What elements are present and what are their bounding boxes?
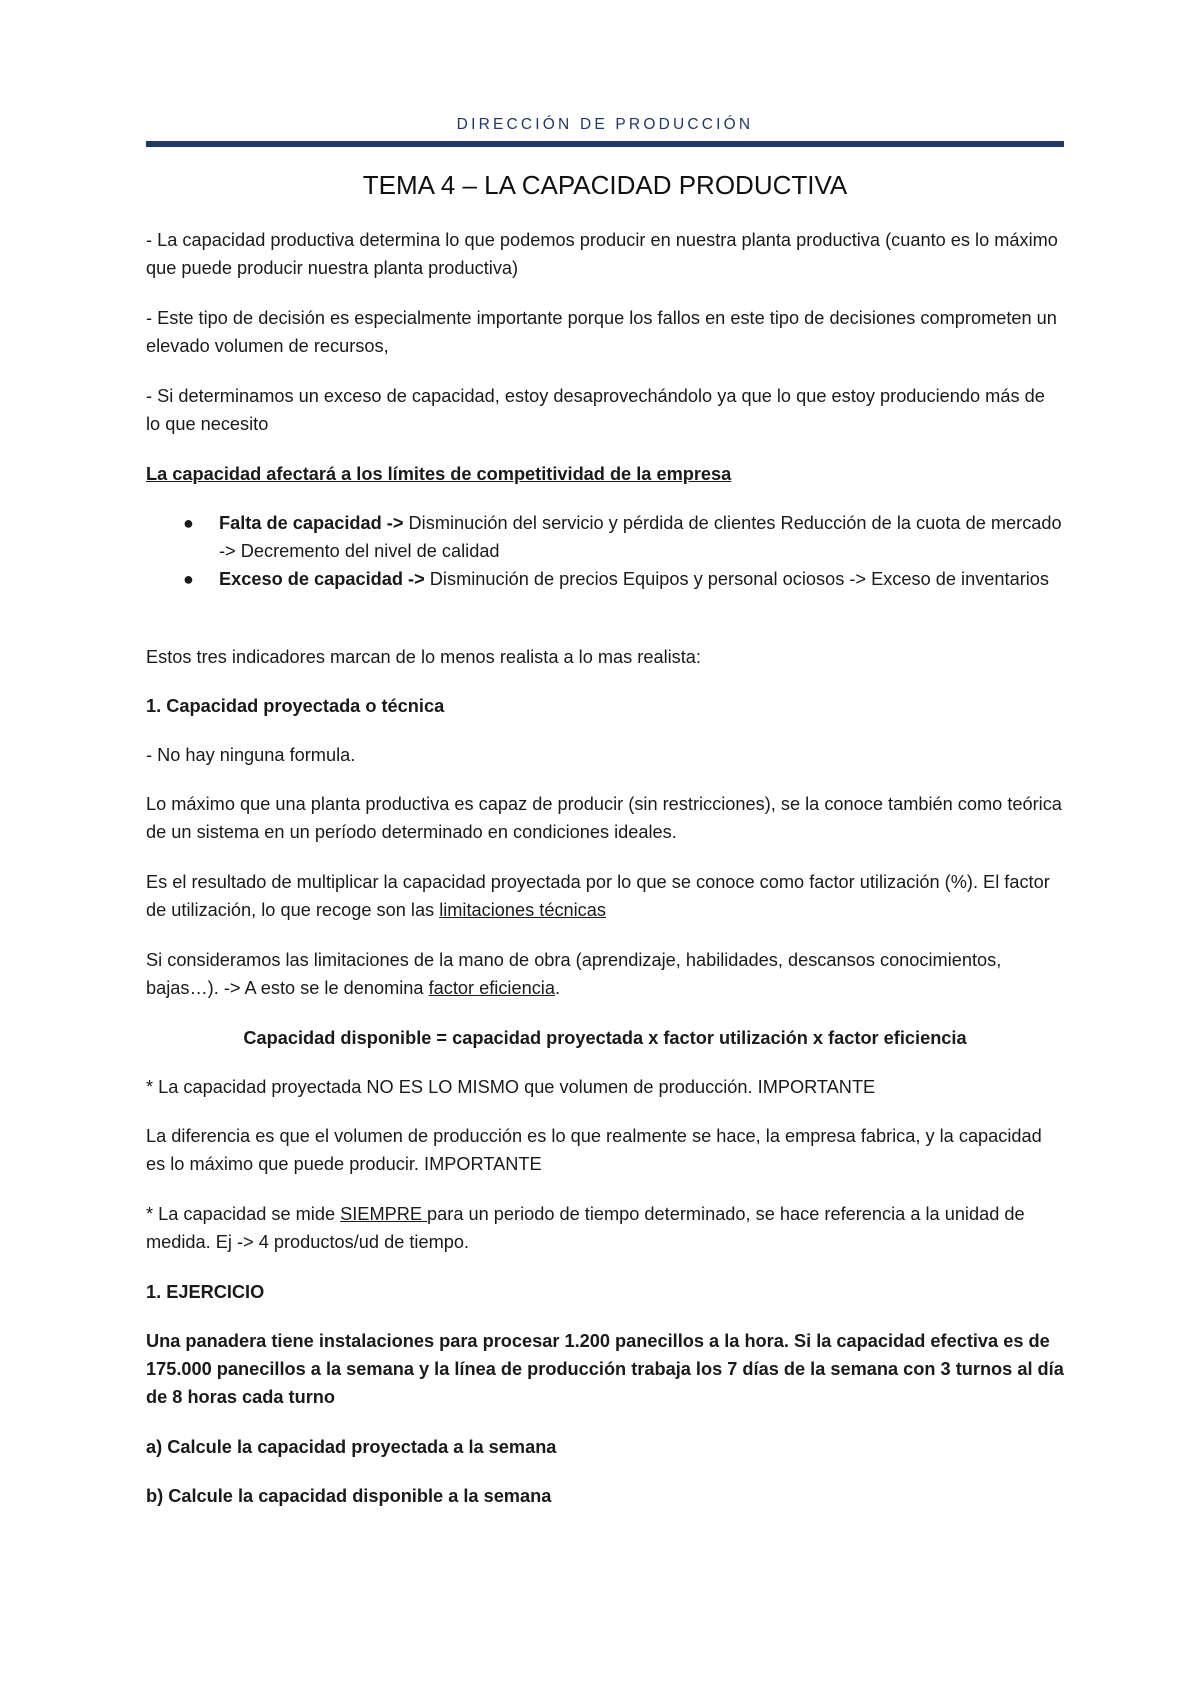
question-b: b) Calcule la capacidad disponible a la semana — [146, 1486, 552, 1506]
indicadores-intro: Estos tres indicadores marcan de lo menos realista a lo mas realista: — [146, 647, 701, 667]
section1-text-3a: Es el resultado de multiplicar la capacidad proyectada por lo que se conoce como factor utilización (%). El factor de utilización, lo que recoge son las — [146, 872, 1050, 920]
limitaciones-tecnicas-term: limitaciones técnicas — [439, 900, 606, 920]
capacity-formula: Capacidad disponible = capacidad proyectada x factor utilización x factor eficiencia — [243, 1028, 967, 1048]
section1-text-2: Lo máximo que una planta productiva es capaz de producir (sin restricciones), se la conoce también como teórica de un sistema en un período determinado en condiciones ideales. — [146, 794, 1062, 842]
list-item — [146, 565, 1064, 593]
bullet-label: Falta de capacidad — [219, 513, 382, 533]
question-a: a) Calcule la capacidad proyectada a la semana — [146, 1437, 557, 1457]
siempre-term: SIEMPRE — [340, 1204, 428, 1224]
note-2-block — [146, 1200, 1064, 1256]
note-1: * La capacidad proyectada NO ES LO MISMO que volumen de producción. IMPORTANTE — [146, 1077, 876, 1097]
intro-text-3: - Si determinamos un exceso de capacidad, estoy desaprovechándolo ya que lo que estoy produciendo más de lo que necesito — [146, 386, 1045, 434]
intro-text-2: - Este tipo de decisión es especialmente importante porque los fallos en este tipo de decisiones comprometen un elevado volumen de recursos, — [146, 308, 1057, 356]
ejercicio-statement: Una panadera tiene instalaciones para procesar 1.200 panecillos a la hora. Si la capacidad efectiva es de 175.000 panecillos a la semana y la línea de producción trabaja los 7 días de la semana con 3 turnos al día de 8 horas cada turno — [146, 1331, 1064, 1407]
factor-eficiencia-term: factor eficiencia — [428, 978, 555, 998]
intro-paragraph-3 — [146, 382, 1064, 438]
section1-text-4 — [146, 946, 1064, 1002]
question-b-block — [146, 1482, 1064, 1510]
bullet-arrow: -> — [381, 513, 409, 533]
section1-paragraph-3 — [146, 868, 1064, 924]
competitividad-heading-block — [146, 460, 1064, 488]
intro-paragraph-2 — [146, 304, 1064, 360]
intro-text-1: - La capacidad productiva determina lo que podemos producir en nuestra planta productiva (cuanto es lo máximo que puede producir nuestra planta productiva) — [146, 230, 1058, 278]
bullet-icon: ● — [183, 513, 194, 533]
running-header: DIRECCIÓN DE PRODUCCIÓN — [456, 116, 754, 133]
ejercicio-heading: 1. EJERCICIO — [146, 1282, 265, 1302]
list-item — [146, 509, 1064, 565]
section1-text-3 — [146, 868, 1064, 924]
note-2a: * La capacidad se mide — [146, 1204, 341, 1224]
competitividad-heading: La capacidad afectará a los límites de competitividad de la empresa — [146, 464, 732, 484]
section1-paragraph-5 — [146, 1122, 1064, 1178]
bullet-text: Disminución de precios Equipos y personal ociosos -> Exceso de inventarios — [429, 569, 1049, 589]
ejercicio-heading-block — [146, 1278, 1064, 1306]
section1-text-4-end: . — [554, 978, 561, 998]
bullet-label: Exceso de capacidad — [219, 569, 403, 589]
section1-text-1: - No hay ninguna formula. — [146, 745, 356, 765]
section1-text-5: La diferencia es que el volumen de producción es lo que realmente se hace, la empresa fabrica, y la capacidad es lo máximo que puede producir. IMPORTANTE — [146, 1126, 1042, 1174]
indicadores-intro-block — [146, 643, 1064, 671]
section1-text-4a: Si consideramos las limitaciones de la mano de obra (aprendizaje, habilidades, descansos conocimientos, bajas…). -> A esto se le denomina — [146, 950, 1002, 998]
section1-paragraph-2 — [146, 790, 1064, 846]
section1-heading: 1. Capacidad proyectada o técnica — [146, 696, 445, 716]
intro-paragraph-1 — [146, 226, 1064, 282]
header-rule — [146, 141, 1064, 147]
formula-block — [146, 1024, 1064, 1052]
question-a-block — [146, 1433, 1064, 1461]
bullet-icon: ● — [183, 569, 194, 589]
section1-heading-block — [146, 692, 1064, 720]
note-2b: para un periodo de tiempo determinado, se hace referencia a la unidad de medida. Ej -> 4 productos/ud de tiempo. — [146, 1204, 1025, 1252]
section1-paragraph-4 — [146, 946, 1064, 1002]
section1-paragraph-1 — [146, 741, 1064, 769]
note-1-block — [146, 1073, 1064, 1101]
bullet-text: Disminución del servicio y pérdida de clientes Reducción de la cuota de mercado -> Decremento del nivel de calidad — [219, 513, 1062, 561]
note-2 — [146, 1200, 1064, 1256]
bullet-list — [146, 509, 1064, 593]
bullet-arrow: -> — [403, 569, 430, 589]
ejercicio-statement-block — [146, 1327, 1064, 1411]
document-title: TEMA 4 – LA CAPACIDAD PRODUCTIVA — [362, 170, 848, 200]
